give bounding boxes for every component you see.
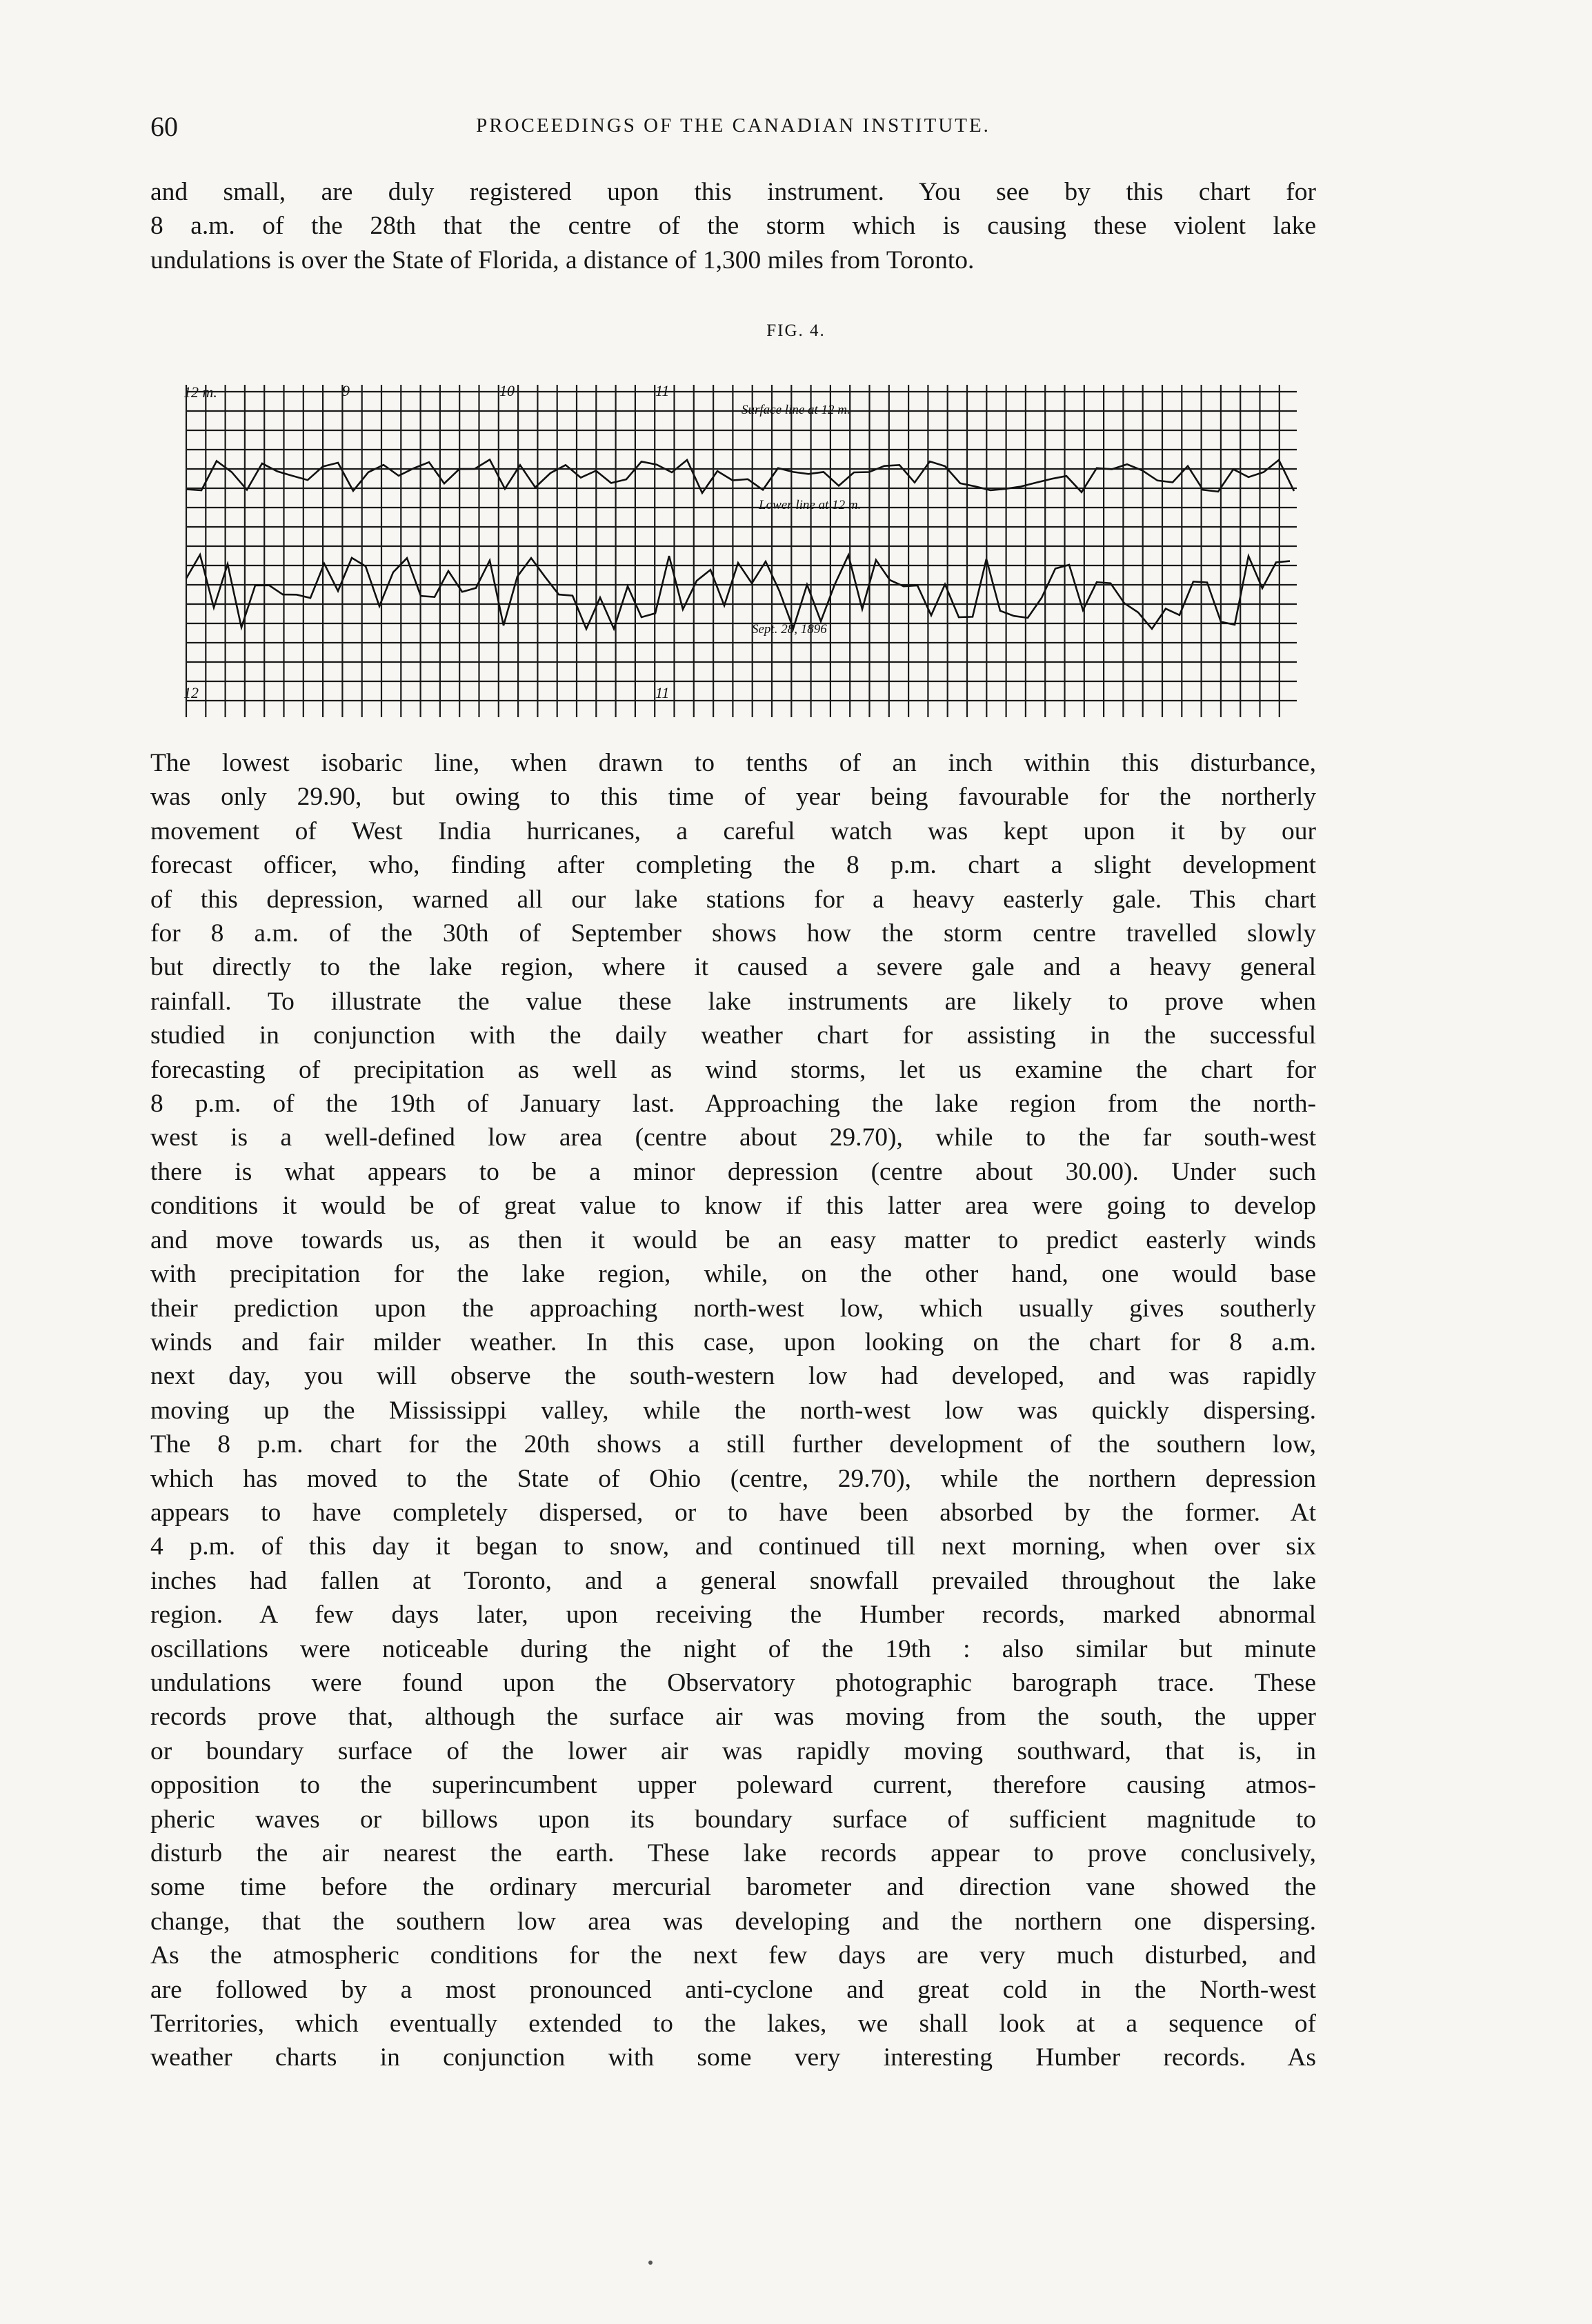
text-line: opposition to the superincumbent upper poleward current, therefore causing atmos- [150, 1771, 1316, 1800]
text-line: or boundary surface of the lower air was rapidly moving southward, that is, in [150, 1736, 1316, 1765]
text-line: The 8 p.m. chart for the 20th shows a still further development of the southern low, [150, 1430, 1316, 1459]
body-paragraph [150, 746, 1316, 2075]
text-line: moving up the Mississippi valley, while the north-west low was quickly dispersing. [150, 1396, 1316, 1425]
text-line: which has moved to the State of Ohio (centre, 29.70), while the northern depression [150, 1464, 1316, 1493]
page-mark [648, 2261, 653, 2265]
text-line: conditions it would be of great value to know if this latter area were going to develop [150, 1192, 1316, 1221]
text-line: movement of West India hurricanes, a careful watch was kept upon it by our [150, 817, 1316, 845]
figure-label-top-mid1: 9 [342, 382, 350, 399]
text-line: undulations is over the State of Florida, a distance of 1,300 miles from Toronto. [150, 246, 975, 274]
barograph-trace-figure [179, 372, 1311, 731]
text-line: change, that the southern low area was developing and the northern one dispersing. [150, 1907, 1316, 1936]
text-line: for 8 a.m. of the 30th of September shows how the storm centre travelled slowly [150, 919, 1316, 948]
text-line: was only 29.90, but owing to this time of year being favourable for the northerly [150, 783, 1316, 812]
text-line: with precipitation for the lake region, while, on the other hand, one would base [150, 1260, 1316, 1289]
text-line: west is a well-defined low area (centre about 29.70), while to the far south-west [150, 1123, 1316, 1152]
text-line: are followed by a most pronounced anti-cyclone and great cold in the North-west [150, 1975, 1316, 2004]
text-line: forecasting of precipitation as well as wind storms, let us examine the chart for [150, 1055, 1316, 1084]
text-line: their prediction upon the approaching north-west low, which usually gives southerly [150, 1294, 1316, 1323]
text-line: some time before the ordinary mercurial barometer and direction vane showed the [150, 1873, 1316, 1902]
text-line: disturb the air nearest the earth. These lake records appear to prove conclusively, [150, 1839, 1316, 1867]
text-line: there is what appears to be a minor depression (centre about 30.00). Under such [150, 1157, 1316, 1186]
text-line: of this depression, warned all our lake stations for a heavy easterly gale. This chart [150, 885, 1316, 914]
text-line: 4 p.m. of this day it began to snow, and continued till next morning, when over six [150, 1532, 1316, 1561]
text-line: forecast officer, who, finding after completing the 8 p.m. chart a slight development [150, 851, 1316, 880]
text-line: As the atmospheric conditions for the next few days are very much disturbed, and [150, 1941, 1316, 1970]
text-line: appears to have completely dispersed, or to have been absorbed by the former. At [150, 1498, 1316, 1527]
figure-lower-note: Lower line at 12 m. [759, 498, 862, 512]
text-line: rainfall. To illustrate the value these lake instruments are likely to prove when [150, 987, 1316, 1016]
running-head: PROCEEDINGS OF THE CANADIAN INSTITUTE. [476, 114, 991, 137]
text-line: weather charts in conjunction with some very interesting Humber records. As [150, 2043, 1316, 2072]
text-line: next day, you will observe the south-western low had developed, and was rapidly [150, 1362, 1316, 1391]
figure-upper-note: Surface line at 12 m. [742, 403, 850, 417]
figure-date-note: Sept. 28, 1896 [752, 622, 827, 637]
text-line: The lowest isobaric line, when drawn to tenths of an inch within this disturbance, [150, 749, 1316, 777]
text-line: but directly to the lake region, where it caused a severe gale and a heavy general [150, 953, 1316, 982]
text-line: records prove that, although the surface air was moving from the south, the upper [150, 1703, 1316, 1732]
text-line: and small, are duly registered upon this instrument. You see by this chart for [150, 178, 1316, 206]
text-line: undulations were found upon the Observatory photographic barograph trace. These [150, 1668, 1316, 1697]
text-line: pheric waves or billows upon its boundary surface of sufficient magnitude to [150, 1805, 1316, 1834]
text-line: winds and fair milder weather. In this case, upon looking on the chart for 8 a.m. [150, 1328, 1316, 1356]
text-line: 8 p.m. of the 19th of January last. Approaching the lake region from the north- [150, 1090, 1316, 1119]
page-header [150, 110, 1316, 149]
figure-label-bottom-mid1: 11 [655, 684, 670, 701]
figure-label-bottom-left: 12 [183, 684, 199, 701]
text-line: 8 a.m. of the 28th that the centre of the storm which is causing these violent lake [150, 212, 1316, 241]
text-line: region. A few days later, upon receiving the Humber records, marked abnormal [150, 1601, 1316, 1630]
figure-label-top-left: 12 m. [183, 383, 217, 401]
text-line: studied in conjunction with the daily weather chart for assisting in the successful [150, 1021, 1316, 1050]
figure-label-top-mid3: 11 [655, 382, 670, 399]
text-line: and move towards us, as then it would be an easy matter to predict easterly winds [150, 1225, 1316, 1254]
page-number: 60 [150, 111, 178, 142]
text-line: oscillations were noticeable during the night of the 19th : also similar but minute [150, 1634, 1316, 1663]
figure-caption: FIG. 4. [766, 321, 826, 340]
figure-label-top-mid2: 10 [499, 382, 515, 399]
figure-grid [186, 385, 1297, 717]
text-line: Territories, which eventually extended to the lakes, we shall look at a sequence of [150, 2010, 1316, 2038]
text-line: inches had fallen at Toronto, and a general snowfall prevailed throughout the lake [150, 1566, 1316, 1595]
intro-paragraph [150, 175, 1316, 277]
